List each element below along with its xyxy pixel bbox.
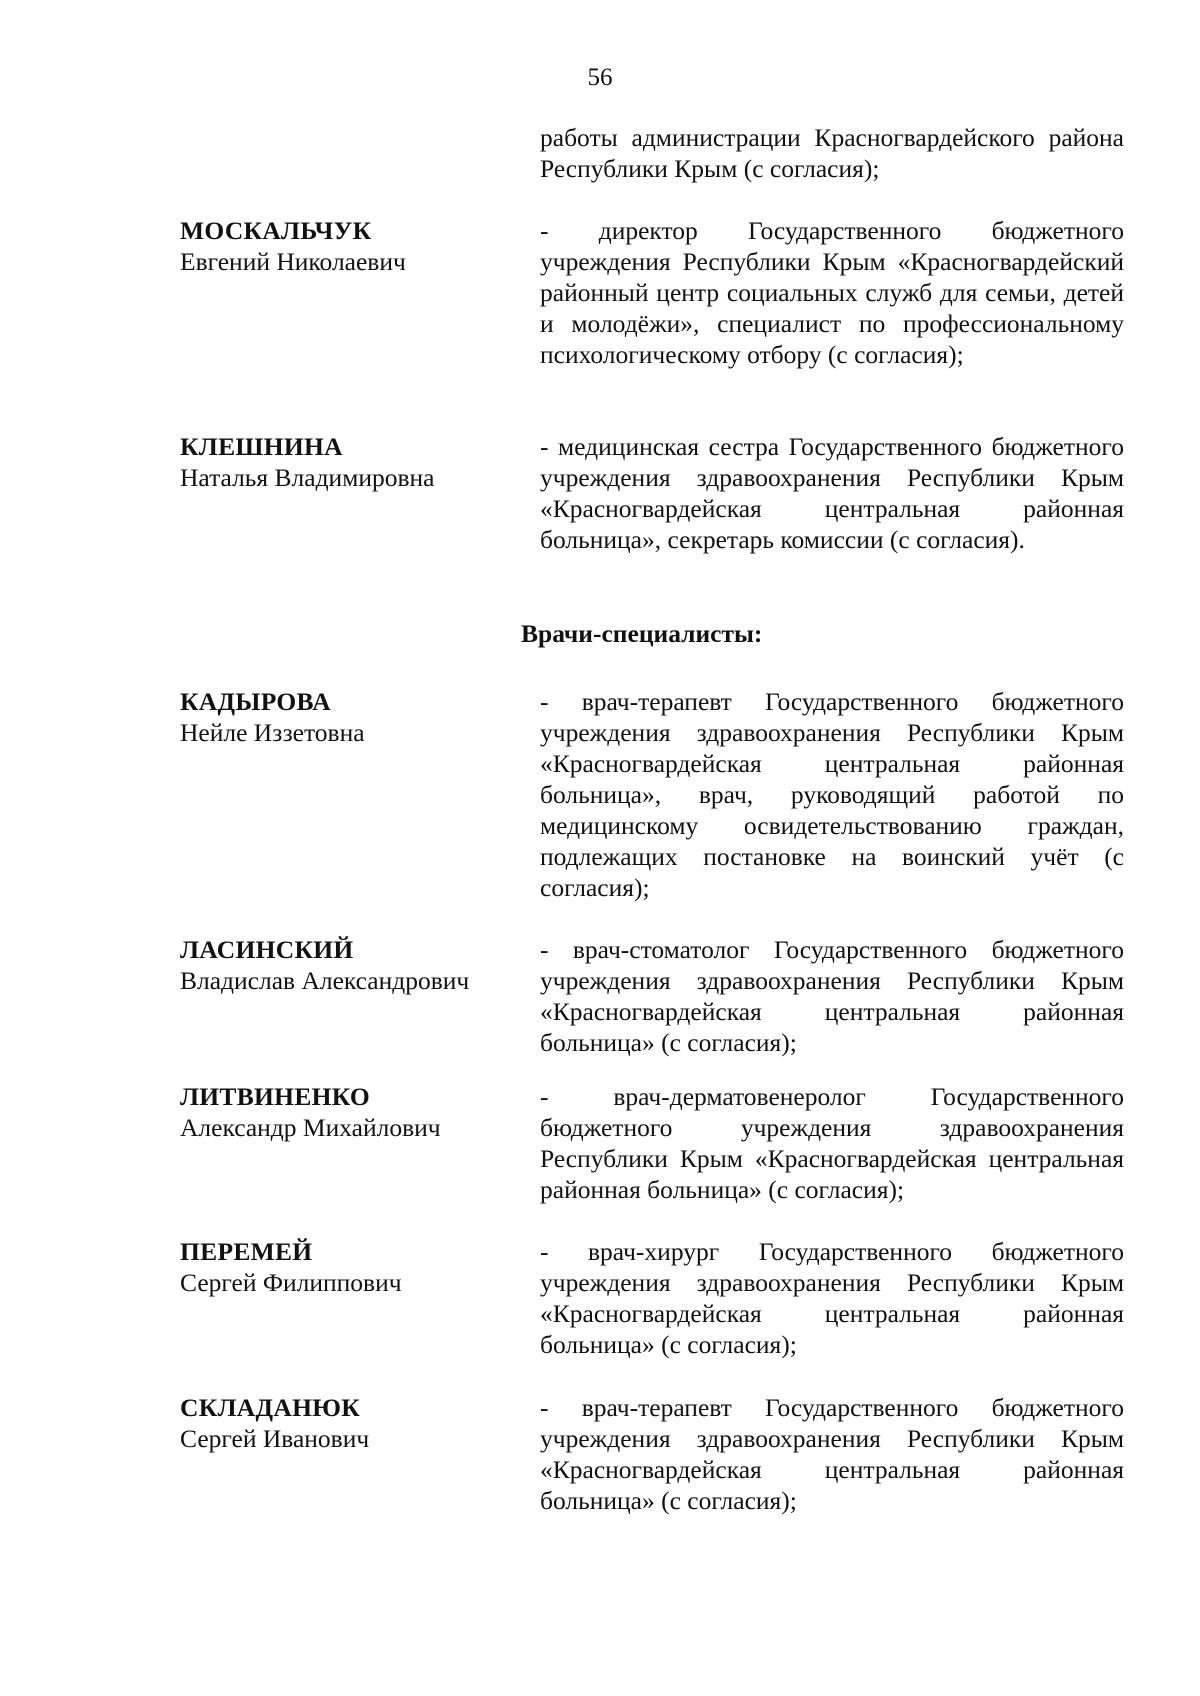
- specialist-role: - врач-стоматолог Государственного бюджетного учреждения здравоохранения Республики Крым «Красногвардейская центральная районная больница» (с согласия);: [540, 935, 1124, 1057]
- specialist-given-name: Сергей Иванович: [180, 1424, 370, 1453]
- member-name-block: [180, 215, 520, 277]
- specialist-role: - врач-хирург Государственного бюджетного учреждения здравоохранения Республики Крым «Красногвардейская центральная районная больница» (с согласия);: [540, 1237, 1124, 1359]
- member-name-block: [180, 431, 520, 493]
- specialist-given-name: Александр Михайлович: [180, 1113, 441, 1142]
- specialist-surname: СКЛАДАНЮК: [180, 1393, 361, 1422]
- member-given-name: Наталья Владимировна: [180, 463, 435, 492]
- specialist-surname: ЛАСИНСКИЙ: [180, 935, 354, 964]
- member-surname: КЛЕШНИНА: [180, 432, 343, 461]
- page-number: 56: [587, 64, 613, 91]
- specialist-name-block: [180, 1236, 520, 1298]
- continuation-text: работы администрации Красногвардейского района Республики Крым (с согласия);: [540, 123, 1124, 183]
- member-role: - медицинская сестра Государственного бюджетного учреждения здравоохранения Республики Крым «Красногвардейская центральная районная больница», секретарь комиссии (с согласия).: [540, 432, 1124, 554]
- specialist-surname: ЛИТВИНЕНКО: [180, 1082, 371, 1111]
- specialist-name-block: [180, 1392, 520, 1454]
- specialist-name-block: [180, 1081, 520, 1143]
- section-heading: Врачи-специалисты:: [521, 619, 763, 648]
- specialist-role: - врач-терапевт Государственного бюджетного учреждения здравоохранения Республики Крым «Красногвардейская центральная районная больница» (с согласия);: [540, 1393, 1124, 1515]
- specialist-given-name: Сергей Филиппович: [180, 1268, 402, 1297]
- member-given-name: Евгений Николаевич: [180, 247, 406, 276]
- member-role: - директор Государственного бюджетного учреждения Республики Крым «Красногвардейский районный центр социальных служб для семьи, детей и молодёжи», специалист по профессиональному психологическому отбору (с согласия);: [540, 216, 1124, 369]
- specialist-surname: КАДЫРОВА: [180, 687, 331, 716]
- specialist-role: - врач-дерматовенеролог Государственного бюджетного учреждения здравоохранения Республики Крым «Красногвардейская центральная районная больница» (с согласия);: [540, 1082, 1124, 1204]
- specialist-role: - врач-терапевт Государственного бюджетного учреждения здравоохранения Республики Крым «Красногвардейская центральная районная больница», врач, руководящий работой по медицинскому освидетельствованию граждан, подлежащих постановке на воинский учёт (с согласия);: [540, 687, 1124, 902]
- specialist-given-name: Нейле Иззетовна: [180, 718, 365, 747]
- specialist-surname: ПЕРЕМЕЙ: [180, 1237, 313, 1266]
- specialist-given-name: Владислав Александрович: [180, 966, 470, 995]
- specialist-name-block: [180, 686, 520, 748]
- specialist-name-block: [180, 934, 520, 996]
- member-surname: МОСКАЛЬЧУК: [180, 216, 372, 245]
